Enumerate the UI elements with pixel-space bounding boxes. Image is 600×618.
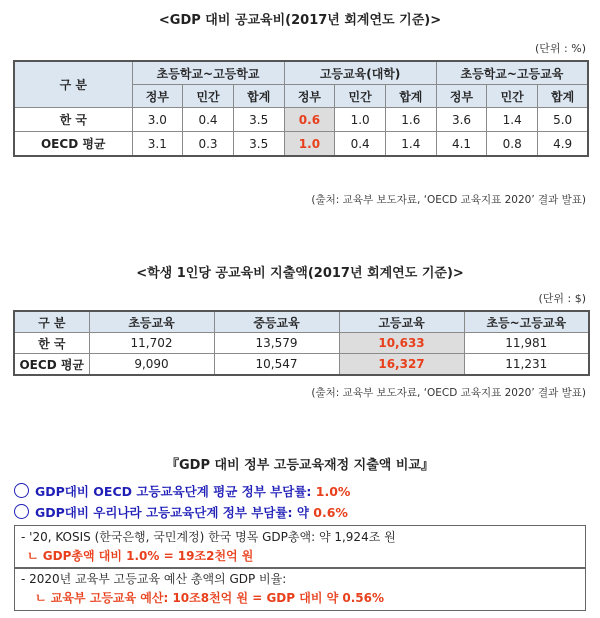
table1-title: <GDP 대비 공교육비(2017년 회계연도 기준)> (158, 13, 442, 28)
table-row (14, 354, 589, 376)
table1-unit: (단위 : %) (535, 42, 586, 55)
column-header: 구 분 (14, 311, 89, 333)
table-cell: 3.5 (233, 108, 284, 132)
gdp-total-note (14, 525, 586, 569)
group-header: 초등학교~고등교육 (436, 61, 588, 85)
table-row (14, 132, 588, 157)
subheader: 민간 (335, 85, 386, 108)
highlighted-cell: 10,633 (339, 333, 464, 354)
subheader: 합계 (385, 85, 436, 108)
return-arrow-icon: ㄴ (27, 549, 39, 563)
bullet-korea-ratio (14, 503, 348, 521)
note-line-highlight (21, 547, 579, 566)
table-row (14, 108, 588, 132)
bullet-text: GDP대비 OECD 고등교육단계 평균 정부 부담률: (35, 484, 316, 499)
subheader: 민간 (487, 85, 538, 108)
table-cell: 13,579 (214, 333, 339, 354)
subheader: 민간 (183, 85, 234, 108)
table-cell: 3.5 (233, 132, 284, 157)
table-cell: 11,981 (464, 333, 589, 354)
note-text: 교육부 고등교육 예산: 10조8천억 원 = GDP 대비 약 0.56% (50, 591, 384, 605)
note-line-highlight (21, 589, 579, 608)
table-cell: 1.0 (335, 108, 386, 132)
group-header: 고등교육(대학) (284, 61, 436, 85)
table2-unit: (단위 : $) (538, 292, 586, 305)
table-cell: 4.1 (436, 132, 487, 157)
note-text: GDP총액 대비 1.0% = 19조2천억 원 (42, 549, 254, 563)
table-cell: 1.4 (487, 108, 538, 132)
column-header: 고등교육 (339, 311, 464, 333)
table-cell: 0.4 (335, 132, 386, 157)
table2-source: (출처: 교육부 보도자료, ‘OECD 교육지표 2020’ 결과 발표) (311, 387, 586, 399)
bullet-text: GDP대비 우리나라 고등교육단계 정부 부담률: 약 (35, 505, 314, 520)
circle-bullet-icon (14, 483, 29, 498)
table-cell: 5.0 (538, 108, 589, 132)
group-header: 초등학교~고등학교 (132, 61, 284, 85)
per-student-spending-table (13, 310, 590, 376)
column-header: 초등교육 (89, 311, 214, 333)
table-row (14, 333, 589, 354)
table-cell: 1.6 (385, 108, 436, 132)
table2-title: <학생 1인당 공교육비 지출액(2017년 회계연도 기준)> (136, 266, 464, 281)
gdp-education-spending-table (13, 60, 589, 157)
table-cell: 0.3 (183, 132, 234, 157)
highlighted-cell: 0.6 (284, 108, 335, 132)
table-cell: 11,231 (464, 354, 589, 376)
table-cell: 9,090 (89, 354, 214, 376)
column-header: 중등교육 (214, 311, 339, 333)
table-cell: 1.4 (385, 132, 436, 157)
note-line: - '20, KOSIS (한국은행, 국민계정) 한국 명목 GDP총액: 약 1,924조 원 (21, 530, 396, 544)
highlighted-cell: 1.0 (284, 132, 335, 157)
note-line: - 2020년 교육부 고등교육 예산 총액의 GDP 비율: (21, 572, 287, 586)
table-cell: 3.1 (132, 132, 183, 157)
table-cell: 4.9 (538, 132, 589, 157)
subheader: 정부 (132, 85, 183, 108)
budget-ratio-note (14, 567, 586, 611)
subheader: 합계 (233, 85, 284, 108)
table-cell: 0.4 (183, 108, 234, 132)
table-cell: 3.0 (132, 108, 183, 132)
table1-source: (출처: 교육부 보도자료, ‘OECD 교육지표 2020’ 결과 발표) (311, 194, 586, 206)
bullet-value: 0.6% (313, 505, 348, 520)
table-cell: 11,702 (89, 333, 214, 354)
bullet-oecd-ratio (14, 482, 350, 500)
circle-bullet-icon (14, 504, 29, 519)
subheader: 합계 (538, 85, 589, 108)
row-label: 한 국 (14, 333, 89, 354)
row-label: OECD 평균 (14, 132, 132, 157)
subheader: 정부 (284, 85, 335, 108)
bullet-value: 1.0% (315, 484, 351, 499)
section3-title: 『GDP 대비 정부 고등교육재정 지출액 비교』 (166, 458, 434, 473)
column-header: 초등~고등교육 (464, 311, 589, 333)
table-cell: 3.6 (436, 108, 487, 132)
return-arrow-icon: ㄴ (35, 591, 47, 605)
table-cell: 10,547 (214, 354, 339, 376)
row-header: 구 분 (14, 61, 132, 108)
table-cell: 0.8 (487, 132, 538, 157)
highlighted-cell: 16,327 (339, 354, 464, 376)
row-label: 한 국 (14, 108, 132, 132)
subheader: 정부 (436, 85, 487, 108)
row-label: OECD 평균 (14, 354, 89, 376)
